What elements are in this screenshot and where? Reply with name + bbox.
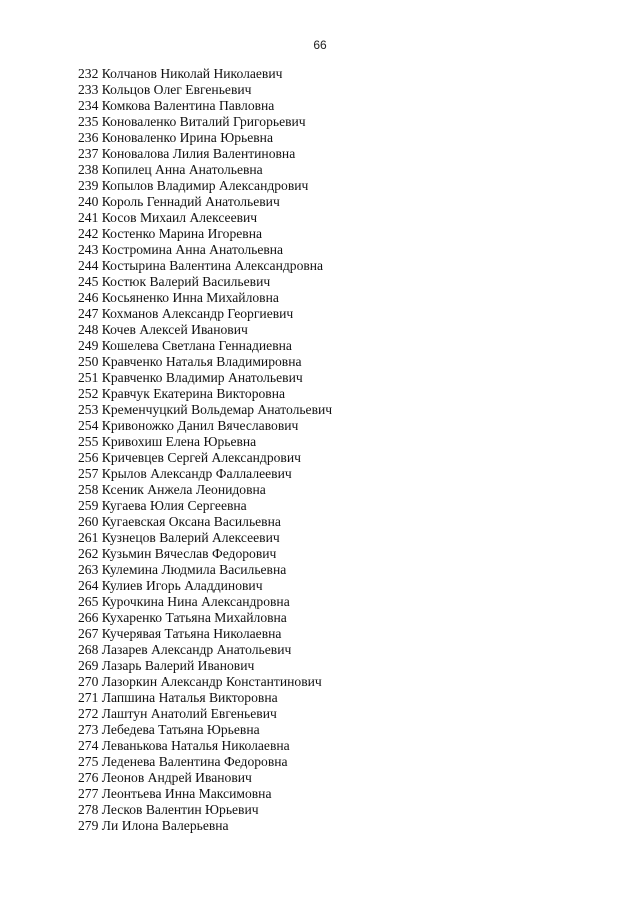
entry-number: 265 <box>78 594 99 609</box>
entry-number: 268 <box>78 642 99 657</box>
entry-name: Костромина Анна Анатольевна <box>101 242 284 257</box>
list-item <box>78 690 598 706</box>
entry-number: 237 <box>78 146 99 161</box>
list-item <box>78 818 598 834</box>
list-item <box>78 402 598 418</box>
entry-name: Леденева Валентина Федоровна <box>101 754 288 769</box>
entry-name: Коновалова Лилия Валентиновна <box>101 146 296 161</box>
entry-number: 269 <box>78 658 99 673</box>
entry-number: 238 <box>78 162 99 177</box>
list-item <box>78 738 598 754</box>
entry-number: 243 <box>78 242 99 257</box>
entry-number: 277 <box>78 786 99 801</box>
entry-number: 264 <box>78 578 99 593</box>
entry-name: Леванькова Наталья Николаевна <box>101 738 290 753</box>
entry-number: 274 <box>78 738 99 753</box>
entry-number: 240 <box>78 194 99 209</box>
entry-number: 255 <box>78 434 99 449</box>
list-item <box>78 514 598 530</box>
list-item <box>78 226 598 242</box>
list-item <box>78 66 598 82</box>
entry-name: Кохманов Александр Георгиевич <box>101 306 294 321</box>
entry-number: 239 <box>78 178 99 193</box>
entry-name: Коноваленко Виталий Григорьевич <box>101 114 306 129</box>
entry-name: Кухаренко Татьяна Михайловна <box>101 610 287 625</box>
list-item <box>78 178 598 194</box>
list-item <box>78 642 598 658</box>
entry-number: 253 <box>78 402 99 417</box>
list-item <box>78 274 598 290</box>
entry-number: 275 <box>78 754 99 769</box>
entry-name: Кузнецов Валерий Алексеевич <box>101 530 280 545</box>
entry-name: Король Геннадий Анатольевич <box>101 194 280 209</box>
entry-name: Лебедева Татьяна Юрьевна <box>101 722 260 737</box>
list-item <box>78 434 598 450</box>
list-item <box>78 322 598 338</box>
entry-number: 235 <box>78 114 99 129</box>
entry-name: Кугаевская Оксана Васильевна <box>101 514 281 529</box>
list-item <box>78 498 598 514</box>
list-item <box>78 130 598 146</box>
entry-number: 256 <box>78 450 99 465</box>
entry-name: Курочкина Нина Александровна <box>101 594 290 609</box>
entry-number: 236 <box>78 130 99 145</box>
list-item <box>78 290 598 306</box>
list-item <box>78 594 598 610</box>
list-item <box>78 306 598 322</box>
entry-number: 250 <box>78 354 99 369</box>
list-item <box>78 386 598 402</box>
list-item <box>78 194 598 210</box>
list-item <box>78 530 598 546</box>
list-item <box>78 338 598 354</box>
entry-number: 232 <box>78 66 99 81</box>
list-item <box>78 786 598 802</box>
name-list <box>78 66 598 834</box>
list-item <box>78 418 598 434</box>
entry-name: Костенко Марина Игоревна <box>101 226 263 241</box>
entry-number: 276 <box>78 770 99 785</box>
list-item <box>78 370 598 386</box>
entry-number: 266 <box>78 610 99 625</box>
entry-name: Копылов Владимир Александрович <box>101 178 309 193</box>
entry-name: Кричевцев Сергей Александрович <box>101 450 301 465</box>
entry-number: 254 <box>78 418 99 433</box>
list-item <box>78 770 598 786</box>
entry-number: 261 <box>78 530 99 545</box>
entry-name: Кугаева Юлия Сергеевна <box>101 498 247 513</box>
list-item <box>78 242 598 258</box>
page-number: 66 <box>313 38 327 52</box>
entry-name: Лаштун Анатолий Евгеньевич <box>101 706 277 721</box>
list-item <box>78 82 598 98</box>
entry-name: Леонов Андрей Иванович <box>101 770 252 785</box>
list-item <box>78 114 598 130</box>
entry-name: Ксеник Анжела Леонидовна <box>101 482 266 497</box>
entry-name: Леонтьева Инна Максимовна <box>101 786 272 801</box>
entry-number: 267 <box>78 626 99 641</box>
list-item <box>78 210 598 226</box>
entry-name: Коноваленко Ирина Юрьевна <box>101 130 273 145</box>
entry-number: 263 <box>78 562 99 577</box>
entry-number: 241 <box>78 210 99 225</box>
entry-name: Кулиев Игорь Аладдинович <box>101 578 263 593</box>
entry-name: Косьяненко Инна Михайловна <box>101 290 279 305</box>
entry-number: 234 <box>78 98 99 113</box>
entry-name: Лазарь Валерий Иванович <box>101 658 255 673</box>
entry-name: Костырина Валентина Александровна <box>101 258 324 273</box>
list-item <box>78 466 598 482</box>
entry-number: 258 <box>78 482 99 497</box>
entry-name: Кравчук Екатерина Викторовна <box>101 386 286 401</box>
entry-name: Кольцов Олег Евгеньевич <box>101 82 252 97</box>
entry-number: 260 <box>78 514 99 529</box>
entry-name: Кузьмин Вячеслав Федорович <box>101 546 277 561</box>
entry-number: 251 <box>78 370 99 385</box>
entry-name: Лесков Валентин Юрьевич <box>101 802 259 817</box>
entry-name: Лазоркин Александр Константинович <box>101 674 322 689</box>
entry-number: 244 <box>78 258 99 273</box>
entry-number: 246 <box>78 290 99 305</box>
list-item <box>78 354 598 370</box>
entry-name: Кременчуцкий Вольдемар Анатольевич <box>101 402 333 417</box>
list-item <box>78 146 598 162</box>
list-item <box>78 802 598 818</box>
entry-name: Лапшина Наталья Викторовна <box>101 690 278 705</box>
entry-number: 270 <box>78 674 99 689</box>
entry-name: Кулемина Людмила Васильевна <box>101 562 287 577</box>
list-item <box>78 754 598 770</box>
entry-number: 278 <box>78 802 99 817</box>
list-item <box>78 482 598 498</box>
list-item <box>78 626 598 642</box>
entry-name: Кривоножко Данил Вячеславович <box>101 418 299 433</box>
entry-name: Крылов Александр Фаллалеевич <box>101 466 292 481</box>
entry-name: Комкова Валентина Павловна <box>101 98 275 113</box>
entry-number: 233 <box>78 82 99 97</box>
list-item <box>78 562 598 578</box>
entry-name: Кравченко Наталья Владимировна <box>101 354 302 369</box>
entry-name: Ли Илона Валерьевна <box>101 818 229 833</box>
entry-name: Кравченко Владимир Анатольевич <box>101 370 303 385</box>
entry-number: 271 <box>78 690 99 705</box>
entry-number: 249 <box>78 338 99 353</box>
list-item <box>78 658 598 674</box>
entry-name: Косов Михаил Алексеевич <box>101 210 258 225</box>
entry-number: 242 <box>78 226 99 241</box>
entry-number: 245 <box>78 274 99 289</box>
entry-number: 247 <box>78 306 99 321</box>
entry-name: Кривохиш Елена Юрьевна <box>101 434 257 449</box>
entry-name: Лазарев Александр Анатольевич <box>101 642 292 657</box>
list-item <box>78 610 598 626</box>
list-item <box>78 578 598 594</box>
entry-number: 257 <box>78 466 99 481</box>
list-item <box>78 546 598 562</box>
entry-name: Копилец Анна Анатольевна <box>101 162 263 177</box>
entry-number: 262 <box>78 546 99 561</box>
list-item <box>78 98 598 114</box>
entry-number: 259 <box>78 498 99 513</box>
entry-name: Кошелева Светлана Геннадиевна <box>101 338 292 353</box>
list-item <box>78 722 598 738</box>
list-item <box>78 258 598 274</box>
entry-name: Костюк Валерий Васильевич <box>101 274 271 289</box>
entry-number: 279 <box>78 818 99 833</box>
entry-name: Кочев Алексей Иванович <box>101 322 248 337</box>
entry-number: 252 <box>78 386 99 401</box>
list-item <box>78 450 598 466</box>
entry-name: Колчанов Николай Николаевич <box>101 66 283 81</box>
list-item <box>78 706 598 722</box>
list-item <box>78 674 598 690</box>
entry-number: 248 <box>78 322 99 337</box>
list-item <box>78 162 598 178</box>
entry-name: Кучерявая Татьяна Николаевна <box>101 626 282 641</box>
entry-number: 272 <box>78 706 99 721</box>
entry-number: 273 <box>78 722 99 737</box>
